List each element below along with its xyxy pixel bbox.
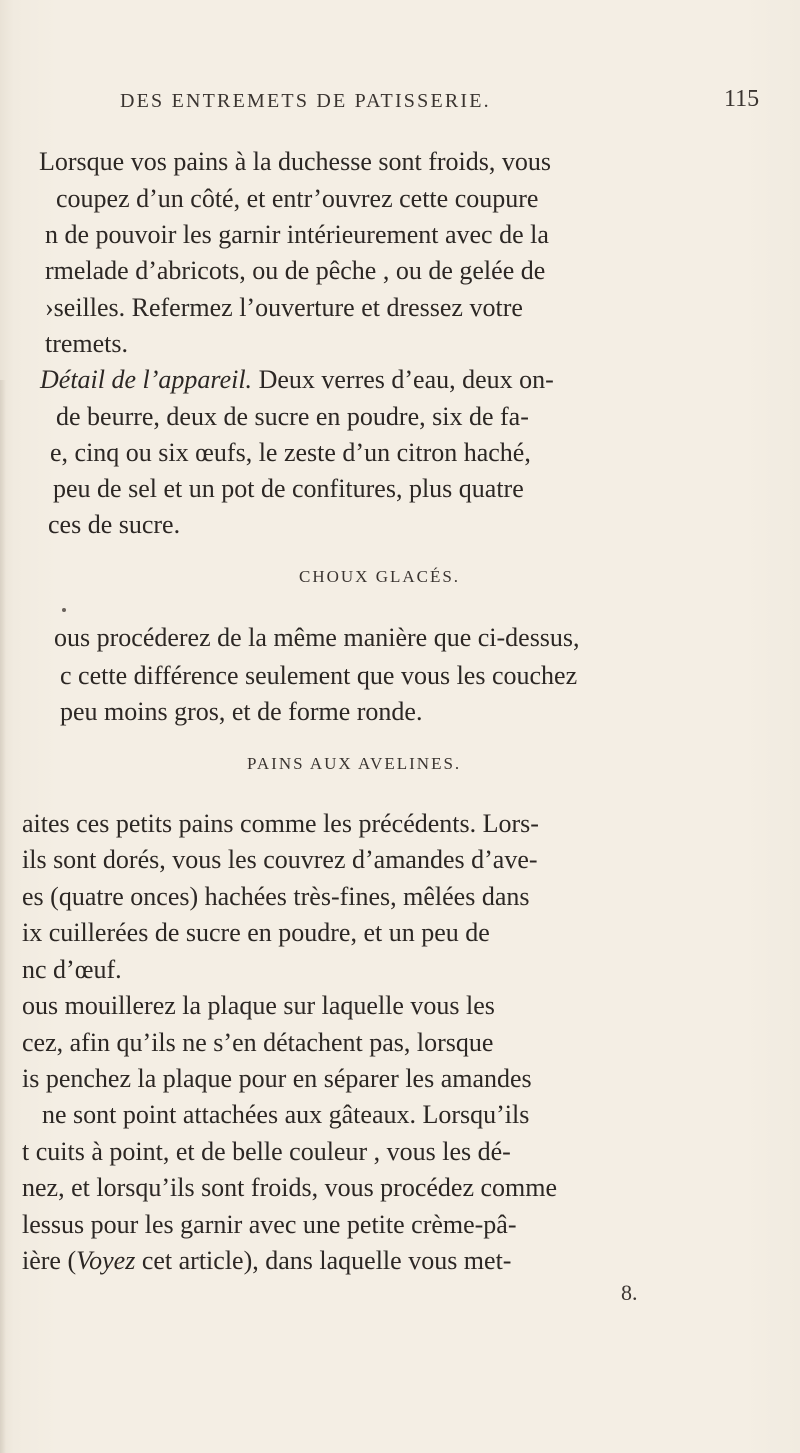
page-number: 115 [724, 86, 760, 112]
signature-mark: 8. [621, 1280, 638, 1305]
text-line: lessus pour les garnir avec une petite crème-pâ- [22, 1210, 517, 1239]
line-rest: Deux verres d’eau, deux on- [252, 365, 554, 394]
text-line: coupez d’un côté, et entr’ouvrez cette coupure [56, 184, 539, 213]
text-line: ne sont point attachées aux gâteaux. Lorsqu’ils [42, 1100, 530, 1129]
text-line: c cette différence seulement que vous les couchez [60, 661, 578, 690]
text-line: ous procéderez de la même manière que ci-dessus, [54, 623, 580, 652]
text-line: es (quatre onces) hachées très-fines, mêlées dans [22, 882, 530, 911]
section-heading-choux: CHOUX GLACÉS. [299, 567, 461, 586]
running-head-title: DES ENTREMETS DE PATISSERIE. [120, 90, 491, 112]
text-line: peu moins gros, et de forme ronde. [60, 697, 423, 726]
text-line: e, cinq ou six œufs, le zeste d’un citron haché, [50, 438, 531, 467]
text-line: aites ces petits pains comme les précédents. Lors- [22, 809, 539, 838]
text-line: ière (Voyez cet article), dans laquelle vous met- [22, 1246, 512, 1275]
text-line: n de pouvoir les garnir intérieurement avec de la [45, 220, 549, 249]
text-line [40, 364, 554, 396]
text-line: is penchez la plaque pour en séparer les amandes [22, 1064, 532, 1093]
text-line: tremets. [45, 329, 129, 358]
gutter-shadow [0, 380, 6, 1453]
text-line: rmelade d’abricots, ou de pêche , ou de gelée de [45, 256, 546, 285]
text-line: ils sont dorés, vous les couvrez d’amandes d’ave- [22, 845, 538, 874]
text-line: ous mouillerez la plaque sur laquelle vous les [22, 991, 495, 1020]
italic-lead: Détail de l’appareil. [40, 365, 253, 394]
text-line: ces de sucre. [48, 510, 181, 539]
text-line: Lorsque vos pains à la duchesse sont froids, vous [39, 147, 551, 176]
text-line: ›seilles. Refermez l’ouverture et dressez votre [45, 293, 523, 322]
running-head [0, 82, 800, 122]
text-line: t cuits à point, et de belle couleur , vous les dé- [22, 1137, 511, 1166]
section-heading-pains: PAINS AUX AVELINES. [247, 754, 462, 773]
italic-reference: Voyez [76, 1246, 136, 1275]
text-line: cez, afin qu’ils ne s’en détachent pas, lorsque [22, 1028, 494, 1057]
text-line: nc d’œuf. [22, 955, 122, 984]
text-line: peu de sel et un pot de confitures, plus quatre [53, 474, 524, 503]
text-line: ix cuillerées de sucre en poudre, et un peu de [22, 918, 490, 947]
ink-dot [62, 608, 66, 612]
text-line: nez, et lorsqu’ils sont froids, vous procédez comme [22, 1173, 558, 1202]
text-line: de beurre, deux de sucre en poudre, six de fa- [56, 402, 529, 431]
